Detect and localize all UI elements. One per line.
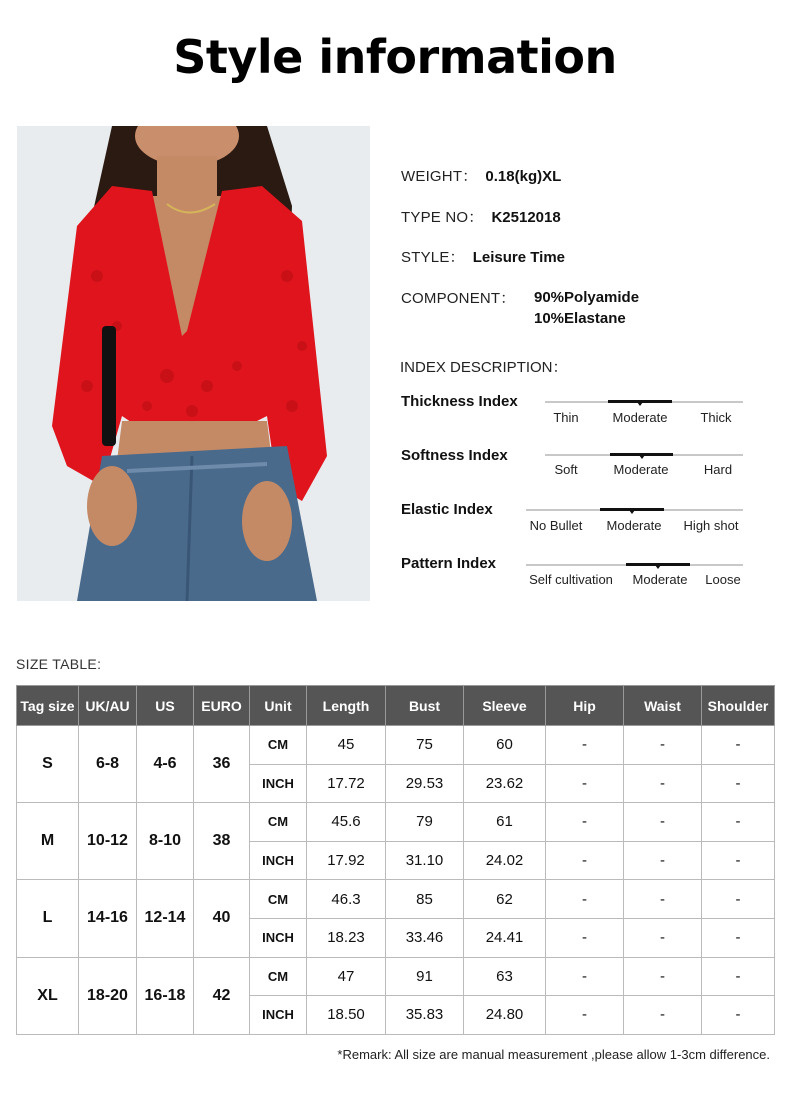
- index-scale-marker: [608, 400, 672, 403]
- index-option: Thin: [553, 410, 579, 425]
- component-value: 90%Polyamide: [534, 289, 640, 306]
- size-euro: 36: [194, 726, 250, 803]
- measurement-cell: -: [624, 841, 702, 880]
- index-option: Hard: [703, 462, 733, 477]
- column-header: Sleeve: [464, 686, 546, 726]
- measurement-cell: -: [624, 880, 702, 919]
- table-row: [17, 880, 775, 919]
- measurement-cell: -: [702, 803, 775, 842]
- size-uk-au: 10-12: [79, 803, 137, 880]
- measurement-cell: 45.6: [307, 803, 386, 842]
- index-name: Softness Index: [401, 447, 508, 464]
- index-scale-marker: [600, 508, 664, 511]
- size-us: 16-18: [137, 957, 194, 1034]
- table-row: [17, 803, 775, 842]
- size-euro: 42: [194, 957, 250, 1034]
- column-header: Length: [307, 686, 386, 726]
- weight-label: WEIGHT：: [401, 168, 478, 185]
- measurement-cell: 62: [464, 880, 546, 919]
- measurement-cell: 45: [307, 726, 386, 765]
- measurement-cell: -: [624, 957, 702, 996]
- size-euro: 40: [194, 880, 250, 957]
- measurement-cell: 47: [307, 957, 386, 996]
- component-row: [401, 287, 516, 308]
- unit-cell: CM: [250, 880, 307, 919]
- size-us: 8-10: [137, 803, 194, 880]
- column-header: UK/AU: [79, 686, 137, 726]
- index-name: Elastic Index: [401, 501, 493, 518]
- measurement-cell: 17.92: [307, 841, 386, 880]
- type-row: [401, 206, 561, 227]
- measurement-cell: 79: [386, 803, 464, 842]
- column-header: Shoulder: [702, 686, 775, 726]
- measurement-cell: 33.46: [386, 918, 464, 957]
- column-header: US: [137, 686, 194, 726]
- measurement-cell: -: [624, 726, 702, 765]
- index-option: Self cultivation: [529, 572, 613, 587]
- measurement-cell: 31.10: [386, 841, 464, 880]
- size-uk-au: 14-16: [79, 880, 137, 957]
- measurement-cell: 63: [464, 957, 546, 996]
- measurement-cell: -: [546, 764, 624, 803]
- size-table-body: [17, 726, 775, 1035]
- weight-value: 0.18(kg)XL: [485, 168, 562, 185]
- remark-note: *Remark: All size are manual measurement ,please allow 1-3cm difference.: [337, 1047, 770, 1062]
- measurement-cell: 24.41: [464, 918, 546, 957]
- index-option: Thick: [700, 410, 732, 425]
- index-description-heading: INDEX DESCRIPTION：: [400, 359, 568, 376]
- measurement-cell: 23.62: [464, 764, 546, 803]
- index-scale-marker: [610, 453, 673, 456]
- column-header: EURO: [194, 686, 250, 726]
- measurement-cell: 17.72: [307, 764, 386, 803]
- measurement-cell: -: [624, 764, 702, 803]
- measurement-cell: -: [546, 918, 624, 957]
- measurement-cell: 60: [464, 726, 546, 765]
- size-tag: XL: [17, 957, 79, 1034]
- index-name: Thickness Index: [401, 393, 518, 410]
- measurement-cell: -: [546, 726, 624, 765]
- measurement-cell: 24.80: [464, 996, 546, 1035]
- measurement-cell: -: [624, 996, 702, 1035]
- page-title: Style information: [173, 30, 617, 84]
- type-label: TYPE NO：: [401, 209, 484, 226]
- style-label: STYLE：: [401, 249, 465, 266]
- measurement-cell: 35.83: [386, 996, 464, 1035]
- measurement-cell: -: [546, 841, 624, 880]
- size-us: 4-6: [137, 726, 194, 803]
- size-tag: M: [17, 803, 79, 880]
- index-option: Moderate: [606, 518, 662, 533]
- size-us: 12-14: [137, 880, 194, 957]
- size-uk-au: 6-8: [79, 726, 137, 803]
- measurement-cell: 75: [386, 726, 464, 765]
- measurement-cell: -: [624, 803, 702, 842]
- weight-row: [401, 165, 561, 186]
- measurement-cell: 46.3: [307, 880, 386, 919]
- index-option: No Bullet: [529, 518, 583, 533]
- measurement-cell: 18.23: [307, 918, 386, 957]
- unit-cell: INCH: [250, 764, 307, 803]
- unit-cell: INCH: [250, 841, 307, 880]
- measurement-cell: -: [546, 996, 624, 1035]
- measurement-cell: -: [702, 996, 775, 1035]
- measurement-cell: -: [624, 918, 702, 957]
- measurement-cell: 24.02: [464, 841, 546, 880]
- measurement-cell: 29.53: [386, 764, 464, 803]
- style-row: [401, 246, 565, 267]
- index-option: High shot: [683, 518, 739, 533]
- measurement-cell: -: [546, 957, 624, 996]
- type-value: K2512018: [491, 209, 561, 226]
- measurement-cell: 61: [464, 803, 546, 842]
- unit-cell: CM: [250, 957, 307, 996]
- table-row: [17, 726, 775, 765]
- model-illustration: [17, 126, 370, 601]
- size-uk-au: 18-20: [79, 957, 137, 1034]
- index-option: Soft: [554, 462, 578, 477]
- column-header: Hip: [546, 686, 624, 726]
- index-name: Pattern Index: [401, 555, 497, 572]
- style-value: Leisure Time: [472, 249, 565, 266]
- column-header: Unit: [250, 686, 307, 726]
- size-euro: 38: [194, 803, 250, 880]
- component-value: 10%Elastane: [534, 310, 626, 327]
- unit-cell: INCH: [250, 996, 307, 1035]
- size-tag: S: [17, 726, 79, 803]
- measurement-cell: 85: [386, 880, 464, 919]
- measurement-cell: -: [546, 880, 624, 919]
- component-label: COMPONENT：: [401, 290, 516, 307]
- measurement-cell: 91: [386, 957, 464, 996]
- table-row: [17, 957, 775, 996]
- unit-cell: CM: [250, 726, 307, 765]
- size-table-header: [17, 686, 775, 726]
- index-option: Moderate: [612, 410, 668, 425]
- component-values: [534, 287, 639, 329]
- size-table-heading: SIZE TABLE:: [16, 656, 102, 672]
- index-scale-marker: [626, 563, 690, 566]
- measurement-cell: -: [702, 726, 775, 765]
- measurement-cell: -: [702, 880, 775, 919]
- measurement-cell: 18.50: [307, 996, 386, 1035]
- measurement-cell: -: [546, 803, 624, 842]
- measurement-cell: -: [702, 841, 775, 880]
- unit-cell: CM: [250, 803, 307, 842]
- index-option: Moderate: [632, 572, 688, 587]
- size-table: [16, 685, 775, 1035]
- size-tag: L: [17, 880, 79, 957]
- measurement-cell: -: [702, 764, 775, 803]
- unit-cell: INCH: [250, 918, 307, 957]
- measurement-cell: -: [702, 957, 775, 996]
- column-header: Tag size: [17, 686, 79, 726]
- measurement-cell: -: [702, 918, 775, 957]
- column-header: Waist: [624, 686, 702, 726]
- product-photo: [17, 126, 370, 601]
- column-header: Bust: [386, 686, 464, 726]
- index-option: Moderate: [613, 462, 669, 477]
- index-option: Loose: [705, 572, 741, 587]
